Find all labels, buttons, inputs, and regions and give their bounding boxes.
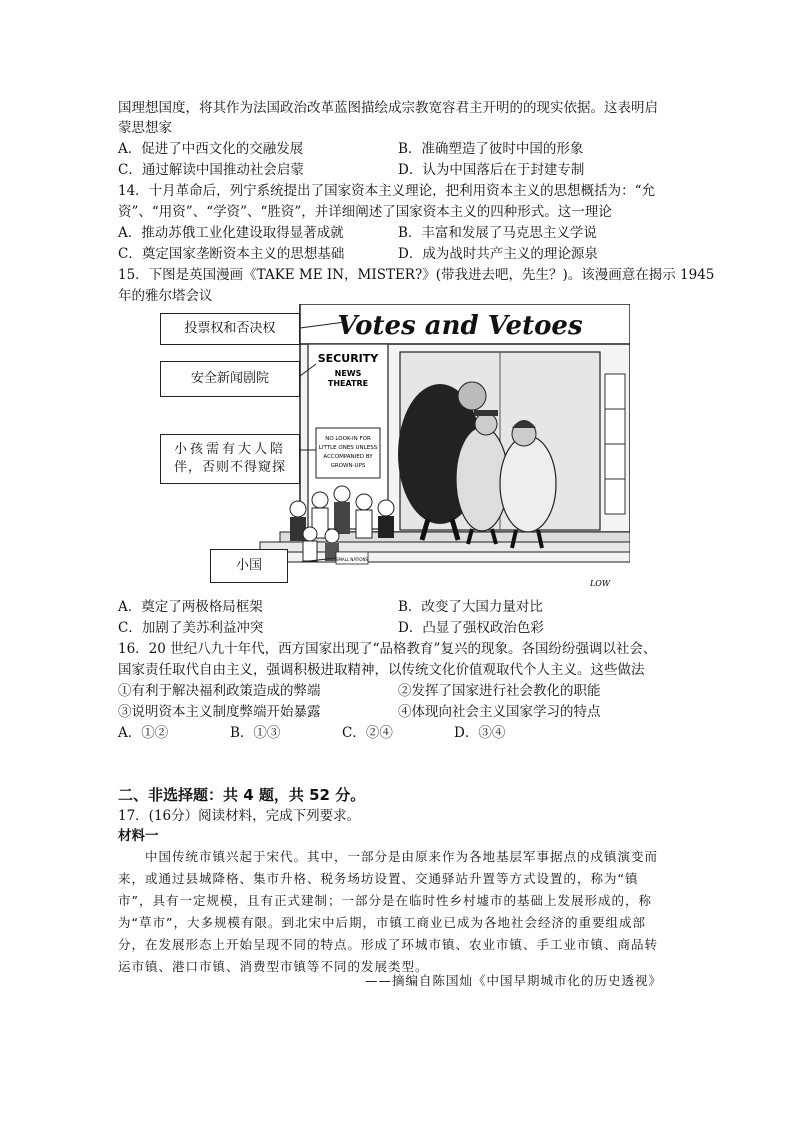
q16-option-d: D．③④ [454, 725, 506, 741]
notice-line1: NO LOOK-IN FOR [325, 436, 371, 442]
q16-item-1: ①有利于解决福利政策造成的弊端 [118, 683, 321, 699]
q14-option-c: C．奠定国家垄断资本主义的思想基础 [118, 246, 345, 262]
q16-option-c: C．②④ [342, 725, 393, 741]
notice-line3: ACCOMPANIED BY [323, 454, 373, 460]
theatre-text-theatre: THEATRE [327, 379, 369, 388]
notice-line4: GROWN-UPS [330, 463, 366, 469]
material1-para-line5: 分，在发展形态上开始呈现不同的特点。形成了环城市镇、农业市镇、手工业市镇、商品转 [118, 937, 659, 952]
q16-item-2: ②发挥了国家进行社会教化的职能 [398, 683, 601, 699]
votes-vetoes-sign: Votes and Vetoes [337, 311, 583, 341]
kid-sign-text: SMALL NATIONS [335, 557, 369, 562]
q17-stem: 17．(16分）阅读材料，完成下列要求。 [118, 808, 361, 824]
theatre-text-security: SECURITY [317, 352, 379, 365]
q16-option-a: A．①② [118, 725, 169, 741]
q14-option-d: D．成为战时共产主义的理论源泉 [398, 246, 598, 262]
q15-option-c: C．加剧了美苏利益冲突 [118, 620, 264, 636]
q15-stem-line2: 年的雅尔塔会议 [118, 288, 213, 304]
material1-para-line1: 中国传统市镇兴起于宋代。其中，一部分是由原来作为各地基层军事据点的戍镇演变而 [118, 849, 659, 864]
section2-heading: 二、非选择题：共 4 题，共 52 分。 [118, 786, 366, 804]
label-small-nations: 小国 [210, 549, 288, 583]
material1-title: 材料一 [118, 828, 159, 844]
q14-option-b: B．丰富和发展了马克思主义学说 [398, 225, 597, 241]
material1-para-line4: 为“草市”，大多规模有限。到北宋中后期，市镇工商业已成为各地社会经济的重要组成部 [118, 915, 646, 930]
q14-stem-line2: 资”、“用资”、“学资”、“胜资”，并详细阐述了国家资本主义的四种形式。这一理论 [118, 204, 612, 220]
material1-source: ——摘编自陈国灿《中国早期城市化的历史透视》 [365, 973, 663, 988]
q15-option-a: A．奠定了两极格局框架 [118, 599, 263, 615]
notice-line2: LITTLE ONES UNLESS [318, 445, 378, 451]
q13-option-a: A．促进了中西文化的交融发展 [118, 141, 304, 157]
q13-option-b: B．准确塑造了彼时中国的形象 [398, 141, 584, 157]
label-security-theatre: 安全新闻剧院 [160, 361, 300, 397]
label-children-notice [160, 434, 300, 484]
material1-para-line6: 运市镇、港口市镇、消费型市镇等不同的发展类型。 [118, 959, 429, 974]
material1-para-line3: 市”，具有一定规模，且有正式建制；一部分是在临时性乡村墟市的基础上发展形成的，称 [118, 893, 652, 908]
step-3 [240, 552, 630, 562]
q16-stem-line1: 16．20 世纪八九十年代，西方国家出现了“品格教育”复兴的现象。各国纷纷强调以社会、 [118, 641, 657, 657]
q14-stem-line1: 14．十月革命后，列宁系统提出了国家资本主义理论，把利用资本主义的思想概括为：“允 [118, 183, 656, 199]
q16-item-3: ③说明资本主义制度弊端开始暴露 [118, 704, 321, 720]
q13-option-c: C．通过解读中国推动社会启蒙 [118, 162, 304, 178]
label-children-line2: 伴，否则不得窥探 [173, 460, 286, 475]
q13-stem-line2: 蒙思想家 [118, 120, 172, 136]
q16-option-b: B．①③ [230, 725, 281, 741]
material1-para-line2: 来，或通过县城降格、集市升格、税务场坊设置、交通驿站升置等方式设置的，称为“镇 [118, 871, 639, 886]
q16-stem-line2: 国家责任取代自由主义，强调积极进取精神，以传统文化价值观取代个人主义。这些做法 [118, 662, 645, 678]
q14-option-a: A．推动苏俄工业化建设取得显著成就 [118, 225, 344, 241]
q13-option-d: D．认为中国落后在于封建专制 [398, 162, 585, 178]
big-power-figure-3 [500, 436, 556, 532]
label-votes-vetoes: 投票权和否决权 [160, 313, 300, 345]
q16-item-4: ④体现向社会主义国家学习的特点 [398, 704, 601, 720]
q15-stem-line1: 15．下图是英国漫画《TAKE ME IN，MISTER?》(带我进去吧，先生？)。该漫画意在揭示 1945 [118, 267, 715, 283]
theatre-text-news: NEWS [334, 369, 362, 378]
label-children-line1: 小孩需有大人陪 [173, 442, 286, 457]
q15-option-b: B．改变了大国力量对比 [398, 599, 543, 615]
artist-signature: LOW [589, 579, 611, 588]
q13-stem-line1: 国理想国度，将其作为法国政治改革蓝图描绘成宗教宽容君主开明的的现实依据。这表明启 [118, 100, 658, 116]
q15-option-d: D．凸显了强权政治色彩 [398, 620, 544, 636]
